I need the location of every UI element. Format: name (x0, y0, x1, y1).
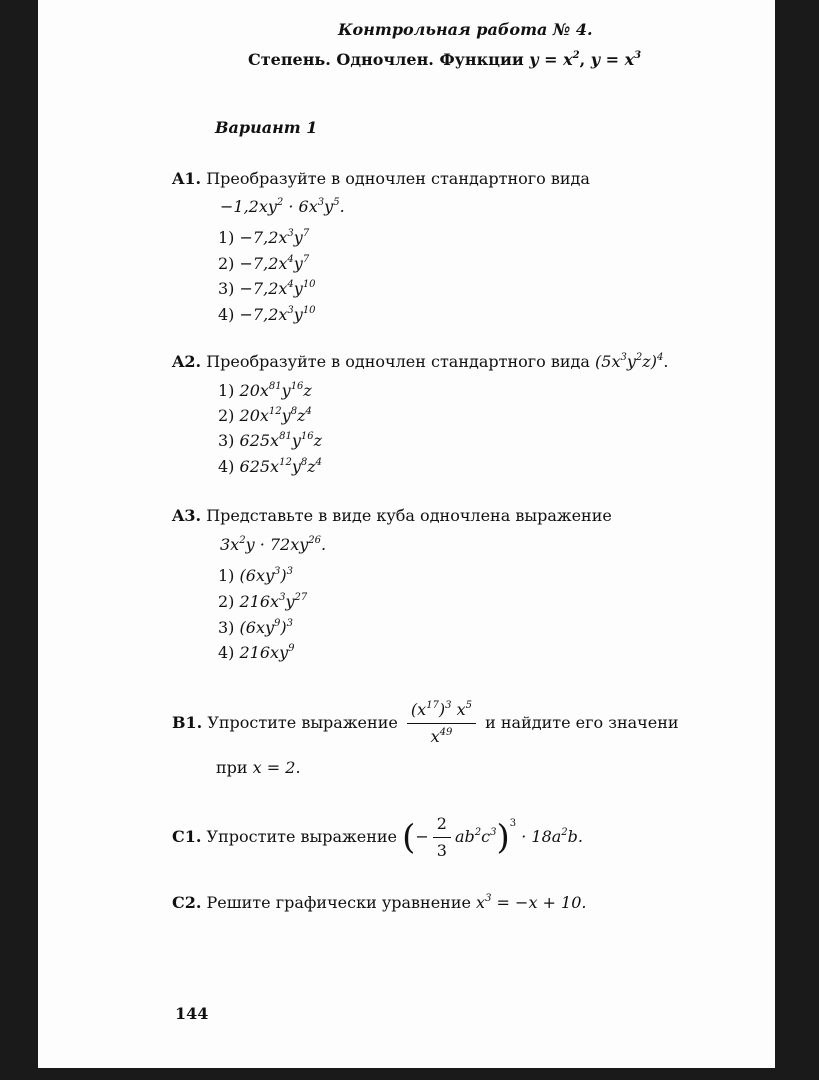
task-a1-number: A1. (172, 169, 202, 188)
task-c1-text: Упростите выражение (206, 827, 398, 846)
task-a2-option: 3) $625x^{81}y^{16}z$ (218, 431, 323, 450)
task-a3-option: 2) $216x^3y^{27}$ (218, 592, 308, 611)
task-a1-option: $2) -7,2x^4y^7$ (218, 254, 310, 273)
task-b1-line2: при x = 2. (216, 758, 301, 777)
document-page (38, 0, 775, 1068)
page-title: Контрольная работа № 4. (338, 20, 593, 39)
task-a3-text: Представьте в виде куба одночлена выражение (206, 506, 612, 525)
task-a2-option: 4) $625x^{12}y^8z^4$ (218, 457, 323, 476)
task-a1-text: Преобразуйте в одночлен стандартного вида (206, 169, 590, 188)
task-a1-expression: $-1,2xy^2 \cdot 6x^3y^5$. (220, 197, 345, 216)
task-a3-option: 1) $(6xy^3)^3$ (218, 566, 293, 585)
task-a2-option: 1) $20x^{81}y^{16}z$ (218, 381, 312, 400)
task-c2-number: C2. (172, 893, 202, 912)
task-b1-text: Упростите выражение (207, 713, 398, 732)
function-1: $y = x^2$ (529, 50, 580, 69)
task-a3-question (172, 506, 612, 526)
task-c1-question: C1. Упростите выражение (− $\frac{2}{3}$ $ab^2c^3)^3 \cdot 18a^2b$. (172, 814, 583, 860)
task-a2-number: A2. (172, 352, 202, 371)
task-a2-text: Преобразуйте в одночлен стандартного вида (206, 352, 590, 371)
task-a2-question: A2. Преобразуйте в одночлен стандартного вида $(5x^3y^2z)^4$. (172, 352, 669, 371)
page-number: 144 (175, 1004, 209, 1023)
task-a3-expression: $3x^2y \cdot 72xy^{26}$. (220, 535, 327, 554)
task-b1-number: B1. (172, 713, 203, 732)
task-a2-expression: $(5x^3y^2z)^4$ (595, 352, 664, 371)
task-a3-number: A3. (172, 506, 202, 525)
task-a1-question (172, 169, 590, 189)
task-a1-option: $1) -7,2x^3y^7$ (218, 228, 310, 247)
task-a3-option: 4) $216xy^9$ (218, 643, 295, 662)
task-a1-option: $3) -7,2x^4y^{10}$ (218, 279, 316, 298)
task-c2-text: Решите графически уравнение (206, 893, 471, 912)
task-c1-number: C1. (172, 827, 202, 846)
task-c2-question (172, 893, 586, 913)
page-subtitle: Степень. Одночлен. Функции $y = x^2$, $y = x^3$ (248, 50, 642, 69)
task-b1-question (172, 698, 679, 749)
subtitle-text: Степень. Одночлен. Функции (248, 50, 524, 69)
task-c2-expression: $x^3 = -x + 10$. (476, 893, 587, 912)
task-a2-option: 2) $20x^{12}y^8z^4$ (218, 406, 312, 425)
task-b1-fraction: $\frac{(x^{17})^3 x^5}{x^{49}}$ (407, 698, 476, 749)
variant-label: Вариант 1 (215, 118, 318, 137)
task-a3-option: 3) $(6xy^9)^3$ (218, 618, 293, 637)
task-b1-text-2: и найдите его значени (485, 713, 679, 732)
function-2: $y = x^3$ (590, 50, 642, 69)
task-a1-option: $4) -7,2x^3y^{10}$ (218, 305, 316, 324)
